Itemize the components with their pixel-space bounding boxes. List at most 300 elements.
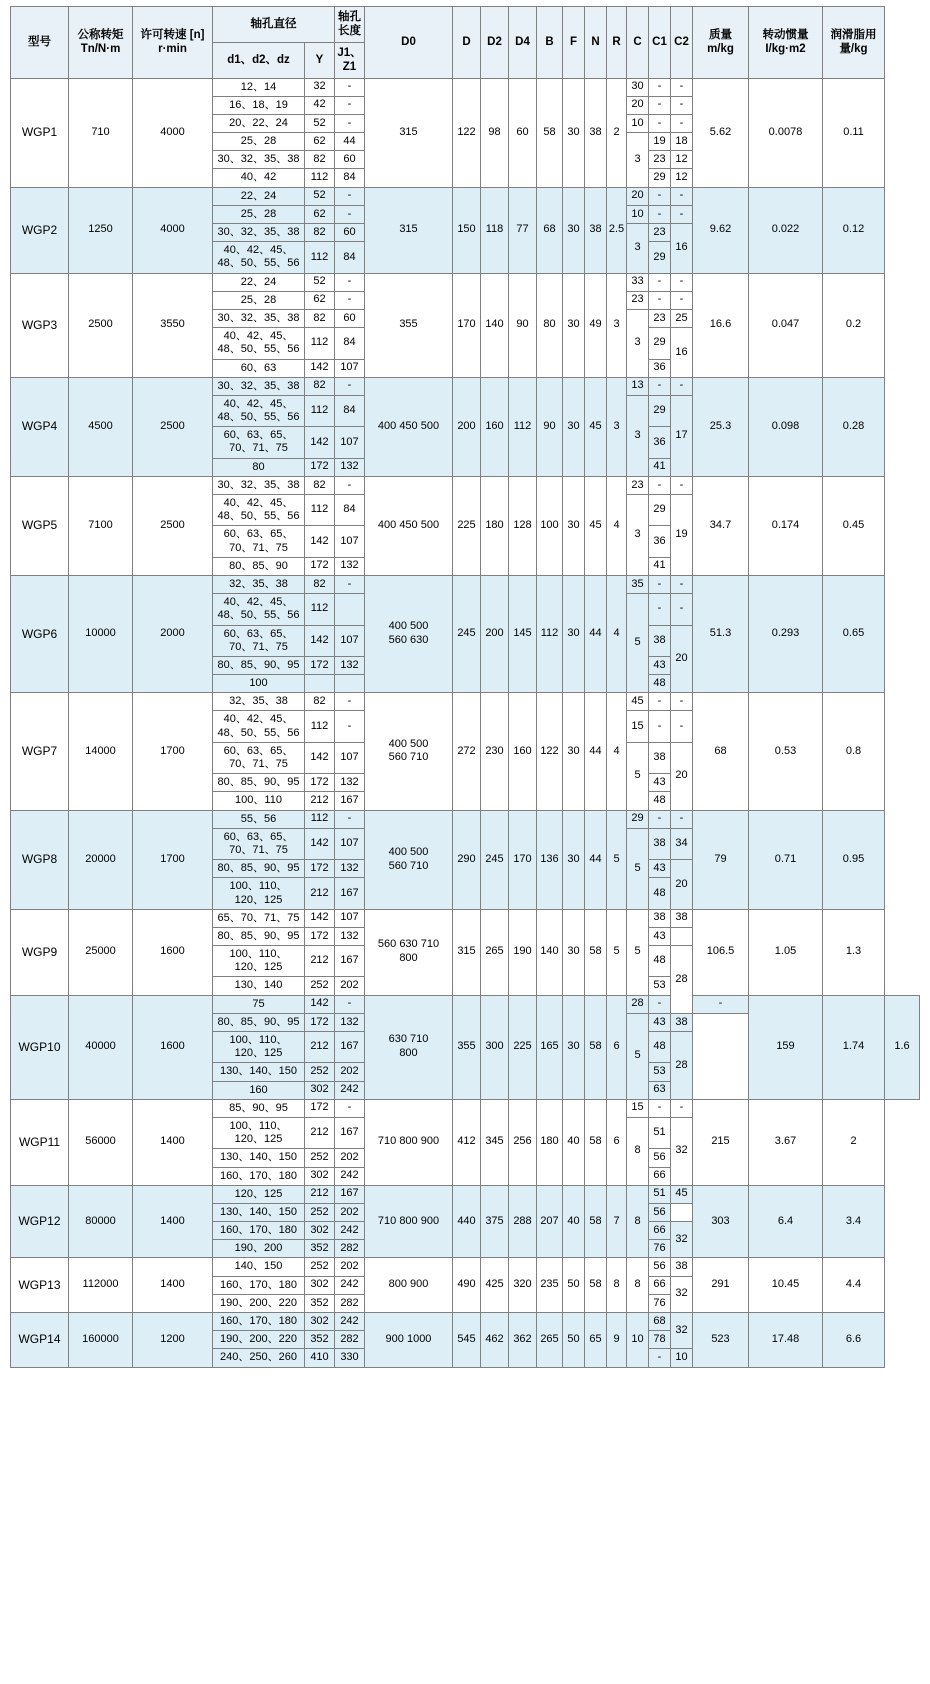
cell-lubricant: 3.4	[823, 1185, 885, 1258]
cell-bore-diameter: 80、85、90、95	[213, 860, 305, 878]
cell-length-j1z1: -	[335, 273, 365, 291]
header-B: B	[537, 7, 563, 79]
cell-length-y: 302	[305, 1167, 335, 1185]
table-row	[11, 1099, 920, 1117]
cell-B: 265	[537, 1313, 563, 1368]
cell-bore-diameter: 16、18、19	[213, 96, 305, 114]
cell-inertia: 17.48	[749, 1313, 823, 1368]
cell-length-j1z1: -	[335, 114, 365, 132]
cell-C2: -	[671, 377, 693, 395]
cell-C2: -	[671, 291, 693, 309]
cell-bore-diameter: 80、85、90、95	[213, 656, 305, 674]
cell-length-y: 172	[305, 1013, 335, 1031]
cell-C2: -	[671, 476, 693, 494]
cell-B: 235	[537, 1258, 563, 1313]
cell-bore-diameter: 160、170、180	[213, 1313, 305, 1331]
cell-D4: 60	[509, 78, 537, 187]
cell-C: 33	[627, 273, 649, 291]
cell-length-j1z1: 132	[335, 1013, 365, 1031]
cell-C2: 32	[671, 1117, 693, 1185]
cell-length-y: 212	[305, 878, 335, 909]
cell-R: 4	[607, 575, 627, 692]
cell-C2: 12	[671, 169, 693, 187]
cell-bore-diameter: 40、42、45、48、50、55、56	[213, 594, 305, 625]
cell-mass: 159	[749, 995, 823, 1099]
cell-length-y: 212	[305, 1117, 335, 1148]
cell-length-j1z1: 132	[335, 656, 365, 674]
cell-D2: 140	[481, 273, 509, 377]
cell-torque: 56000	[69, 1099, 133, 1185]
cell-D: 440	[453, 1185, 481, 1258]
cell-N: 44	[585, 575, 607, 692]
cell-C1: -	[649, 291, 671, 309]
cell-length-j1z1: -	[335, 78, 365, 96]
cell-D: 245	[453, 575, 481, 692]
cell-inertia: 1.74	[823, 995, 885, 1099]
cell-C1: 29	[649, 242, 671, 273]
cell-length-j1z1: 167	[335, 1117, 365, 1148]
cell-C1: 51	[649, 1185, 671, 1203]
cell-length-j1z1: 282	[335, 1331, 365, 1349]
table-row	[11, 1258, 920, 1276]
cell-C1: 66	[649, 1167, 671, 1185]
cell-bore-diameter: 80、85、90、95	[213, 1013, 305, 1031]
cell-C1: 43	[649, 860, 671, 878]
cell-C1: -	[649, 78, 671, 96]
cell-mass: 25.3	[693, 377, 749, 476]
cell-D: 122	[453, 78, 481, 187]
cell-mass: 79	[693, 810, 749, 909]
cell-N: 58	[585, 1258, 607, 1313]
cell-length-y: 52	[305, 114, 335, 132]
cell-bore-diameter: 160、170、180	[213, 1167, 305, 1185]
cell-lubricant: 0.8	[823, 693, 885, 810]
cell-C2: 16	[671, 328, 693, 378]
cell-R: 2.5	[607, 187, 627, 273]
cell-R: 3	[607, 273, 627, 377]
cell-model: WGP9	[11, 909, 69, 995]
cell-d0: 900 1000	[365, 1313, 453, 1368]
table-row	[11, 575, 920, 593]
cell-length-y: 352	[305, 1240, 335, 1258]
cell-bore-diameter: 65、70、71、75	[213, 909, 305, 927]
cell-length-j1z1: -	[335, 711, 365, 742]
cell-length-j1z1: 242	[335, 1276, 365, 1294]
cell-length-j1z1: -	[335, 995, 365, 1013]
cell-length-j1z1: 167	[335, 878, 365, 909]
cell-length-j1z1: 167	[335, 792, 365, 810]
cell-torque: 1250	[69, 187, 133, 273]
cell-mass: 51.3	[693, 575, 749, 692]
cell-B: 100	[537, 476, 563, 575]
cell-C: 5	[627, 594, 649, 693]
cell-d0: 315	[365, 187, 453, 273]
cell-D2: 118	[481, 187, 509, 273]
cell-length-y: 112	[305, 169, 335, 187]
cell-D: 290	[453, 810, 481, 909]
cell-torque: 7100	[69, 476, 133, 575]
cell-B: 112	[537, 575, 563, 692]
cell-C2: -	[671, 594, 693, 625]
cell-R: 4	[607, 476, 627, 575]
cell-torque: 25000	[69, 909, 133, 995]
cell-lubricant: 6.6	[823, 1313, 885, 1368]
cell-C2: -	[671, 78, 693, 96]
table-row	[11, 187, 920, 205]
cell-length-y: 352	[305, 1331, 335, 1349]
cell-speed: 1200	[133, 1313, 213, 1368]
cell-torque: 4500	[69, 377, 133, 476]
cell-C1: 48	[649, 946, 671, 977]
cell-length-j1z1: 282	[335, 1294, 365, 1312]
cell-bore-diameter: 190、200	[213, 1240, 305, 1258]
cell-D: 490	[453, 1258, 481, 1313]
cell-length-y: 212	[305, 946, 335, 977]
cell-d0: 710 800 900	[365, 1185, 453, 1258]
cell-inertia: 0.293	[749, 575, 823, 692]
cell-bore-diameter: 30、32、35、38	[213, 309, 305, 327]
cell-R: 9	[607, 1313, 627, 1368]
cell-model: WGP10	[11, 995, 69, 1099]
cell-bore-diameter: 22、24	[213, 187, 305, 205]
cell-lubricant: 0.65	[823, 575, 885, 692]
cell-C1: -	[649, 995, 671, 1013]
cell-C2: 45	[671, 1185, 693, 1203]
cell-torque: 160000	[69, 1313, 133, 1368]
cell-F: 50	[563, 1258, 585, 1313]
cell-length-y: 82	[305, 309, 335, 327]
cell-bore-diameter: 25、28	[213, 133, 305, 151]
cell-inertia: 0.047	[749, 273, 823, 377]
cell-C1: -	[649, 594, 671, 625]
header-model: 型号	[11, 7, 69, 79]
cell-D4: 362	[509, 1313, 537, 1368]
cell-bore-diameter: 75	[213, 995, 305, 1013]
cell-C2: 28	[671, 946, 693, 1014]
cell-bore-diameter: 12、14	[213, 78, 305, 96]
cell-bore-diameter: 55、56	[213, 810, 305, 828]
cell-length-j1z1: -	[335, 291, 365, 309]
cell-d0: 400 500 560 710	[365, 693, 453, 810]
cell-bore-diameter: 25、28	[213, 291, 305, 309]
cell-length-y: 62	[305, 205, 335, 223]
cell-inertia: 6.4	[749, 1185, 823, 1258]
cell-C: 29	[627, 810, 649, 828]
cell-B: 140	[537, 909, 563, 995]
cell-lubricant: 0.28	[823, 377, 885, 476]
cell-length-j1z1: 107	[335, 742, 365, 773]
cell-N: 45	[585, 476, 607, 575]
cell-C1: 23	[649, 309, 671, 327]
cell-model: WGP6	[11, 575, 69, 692]
cell-R: 6	[607, 995, 627, 1099]
cell-C2: 18	[671, 133, 693, 151]
cell-R: 8	[607, 1258, 627, 1313]
cell-R: 5	[607, 810, 627, 909]
cell-B: 90	[537, 377, 563, 476]
cell-length-y: 410	[305, 1349, 335, 1367]
cell-F: 30	[563, 273, 585, 377]
cell-length-j1z1: 132	[335, 927, 365, 945]
cell-D4: 256	[509, 1099, 537, 1185]
cell-inertia: 0.022	[749, 187, 823, 273]
cell-lubricant: 0.95	[823, 810, 885, 909]
cell-bore-diameter: 160、170、180	[213, 1222, 305, 1240]
cell-length-j1z1: -	[335, 1099, 365, 1117]
cell-C: 10	[627, 1313, 649, 1368]
cell-length-j1z1: 84	[335, 242, 365, 273]
cell-C2: 38	[671, 1258, 693, 1276]
cell-length-y: 142	[305, 359, 335, 377]
cell-C: 15	[627, 711, 649, 742]
cell-d0: 315	[365, 78, 453, 187]
cell-C2: 16	[671, 224, 693, 274]
cell-length-j1z1: -	[335, 810, 365, 828]
cell-C1: -	[649, 205, 671, 223]
cell-C1: 66	[649, 1222, 671, 1240]
cell-D4: 112	[509, 377, 537, 476]
cell-d0: 400 450 500	[365, 377, 453, 476]
cell-torque: 112000	[69, 1258, 133, 1313]
cell-length-y: 112	[305, 328, 335, 359]
cell-N: 65	[585, 1313, 607, 1368]
cell-model: WGP14	[11, 1313, 69, 1368]
cell-bore-diameter: 130、140、150	[213, 1063, 305, 1081]
cell-C2: -	[693, 995, 749, 1013]
cell-bore-diameter: 40、42、45、48、50、55、56	[213, 711, 305, 742]
cell-length-y: 172	[305, 458, 335, 476]
cell-bore-diameter: 80、85、90	[213, 557, 305, 575]
cell-model: WGP7	[11, 693, 69, 810]
cell-length-y: 82	[305, 693, 335, 711]
cell-length-j1z1: 107	[335, 526, 365, 557]
cell-bore-diameter: 60、63、65、70、71、75	[213, 625, 305, 656]
cell-D: 355	[453, 995, 481, 1099]
cell-length-j1z1: 202	[335, 1258, 365, 1276]
cell-length-y: 52	[305, 273, 335, 291]
cell-C2: 25	[671, 309, 693, 327]
cell-C: 23	[627, 476, 649, 494]
cell-bore-diameter: 30、32、35、38	[213, 224, 305, 242]
cell-length-y: 252	[305, 1258, 335, 1276]
cell-D: 200	[453, 377, 481, 476]
header-D: D	[453, 7, 481, 79]
cell-bore-diameter: 100、110、120、125	[213, 878, 305, 909]
cell-torque: 10000	[69, 575, 133, 692]
cell-mass: 106.5	[693, 909, 749, 995]
cell-length-j1z1: 167	[335, 946, 365, 977]
cell-speed: 2500	[133, 476, 213, 575]
cell-bore-diameter: 120、125	[213, 1185, 305, 1203]
cell-C: 15	[627, 1099, 649, 1117]
cell-C1: 41	[649, 458, 671, 476]
cell-B: 68	[537, 187, 563, 273]
cell-length-j1z1: 330	[335, 1349, 365, 1367]
cell-D: 170	[453, 273, 481, 377]
cell-D: 315	[453, 909, 481, 995]
cell-bore-diameter: 100	[213, 675, 305, 693]
cell-C1: 38	[649, 828, 671, 859]
cell-C1: 51	[649, 1117, 671, 1148]
cell-C: 35	[627, 575, 649, 593]
header-lubricant: 润滑脂用 量/kg	[823, 7, 885, 79]
cell-speed: 2500	[133, 377, 213, 476]
cell-d0: 800 900	[365, 1258, 453, 1313]
cell-C: 23	[627, 291, 649, 309]
cell-length-j1z1: 242	[335, 1222, 365, 1240]
cell-N: 58	[585, 1099, 607, 1185]
cell-C1: -	[649, 476, 671, 494]
cell-F: 30	[563, 810, 585, 909]
cell-N: 58	[585, 1185, 607, 1258]
header-N: N	[585, 7, 607, 79]
cell-D2: 200	[481, 575, 509, 692]
cell-length-y: 172	[305, 927, 335, 945]
cell-length-j1z1: 167	[335, 1032, 365, 1063]
cell-mass: 34.7	[693, 476, 749, 575]
cell-length-y: 302	[305, 1222, 335, 1240]
cell-length-j1z1: 202	[335, 977, 365, 995]
cell-mass: 16.6	[693, 273, 749, 377]
cell-F: 30	[563, 187, 585, 273]
cell-bore-diameter: 25、28	[213, 205, 305, 223]
cell-torque: 14000	[69, 693, 133, 810]
cell-D2: 160	[481, 377, 509, 476]
cell-inertia: 0.098	[749, 377, 823, 476]
cell-C1: 66	[649, 1276, 671, 1294]
cell-length-j1z1: 84	[335, 395, 365, 426]
header-torque: 公称转矩 Tn/N·m	[69, 7, 133, 79]
cell-bore-diameter: 40、42	[213, 169, 305, 187]
cell-C2: 17	[671, 395, 693, 476]
cell-F: 30	[563, 575, 585, 692]
cell-C: 45	[627, 693, 649, 711]
cell-C2: -	[671, 711, 693, 742]
cell-D4: 288	[509, 1185, 537, 1258]
cell-B: 165	[537, 995, 563, 1099]
cell-C: 3	[627, 395, 649, 476]
cell-torque: 2500	[69, 273, 133, 377]
cell-length-y: 112	[305, 395, 335, 426]
cell-model: WGP2	[11, 187, 69, 273]
cell-C2: -	[671, 575, 693, 593]
cell-D4: 225	[509, 995, 537, 1099]
cell-D4: 145	[509, 575, 537, 692]
cell-F: 30	[563, 78, 585, 187]
cell-R: 7	[607, 1185, 627, 1258]
cell-D4: 77	[509, 187, 537, 273]
cell-C1: 48	[649, 792, 671, 810]
cell-F: 40	[563, 1099, 585, 1185]
cell-F: 30	[563, 476, 585, 575]
cell-length-j1z1: 107	[335, 828, 365, 859]
cell-B: 207	[537, 1185, 563, 1258]
cell-length-j1z1: 107	[335, 427, 365, 458]
cell-D2: 375	[481, 1185, 509, 1258]
cell-F: 40	[563, 1185, 585, 1258]
cell-C1: -	[649, 1349, 671, 1367]
cell-length-j1z1: 107	[335, 625, 365, 656]
cell-C1: -	[649, 711, 671, 742]
cell-torque: 20000	[69, 810, 133, 909]
cell-length-j1z1: -	[335, 693, 365, 711]
cell-length-y: 142	[305, 526, 335, 557]
cell-N: 44	[585, 693, 607, 810]
cell-C2: 20	[671, 742, 693, 810]
cell-d0: 400 450 500	[365, 476, 453, 575]
cell-speed: 1400	[133, 1258, 213, 1313]
cell-C: 5	[627, 742, 649, 810]
cell-length-j1z1: 84	[335, 495, 365, 526]
cell-C2: -	[671, 273, 693, 291]
header-length-Y: Y	[305, 42, 335, 78]
cell-length-y: 212	[305, 792, 335, 810]
cell-length-j1z1: 107	[335, 909, 365, 927]
cell-inertia: 10.45	[749, 1258, 823, 1313]
cell-length-y: 142	[305, 909, 335, 927]
cell-mass: 215	[693, 1099, 749, 1185]
cell-C2: -	[671, 114, 693, 132]
cell-C1: -	[649, 1099, 671, 1117]
cell-B: 80	[537, 273, 563, 377]
cell-C1: -	[649, 810, 671, 828]
cell-C1: 29	[649, 395, 671, 426]
cell-speed: 1600	[133, 909, 213, 995]
cell-C: 8	[627, 1117, 649, 1185]
table-row	[11, 377, 920, 395]
cell-bore-diameter: 20、22、24	[213, 114, 305, 132]
cell-model: WGP8	[11, 810, 69, 909]
cell-length-j1z1: 202	[335, 1149, 365, 1167]
cell-lubricant: 1.6	[885, 995, 920, 1099]
cell-R: 3	[607, 377, 627, 476]
cell-speed: 1700	[133, 810, 213, 909]
cell-length-y: 302	[305, 1081, 335, 1099]
cell-length-j1z1: 60	[335, 309, 365, 327]
cell-length-y: 302	[305, 1313, 335, 1331]
cell-C1: 36	[649, 359, 671, 377]
cell-D2: 180	[481, 476, 509, 575]
cell-C1: 29	[649, 328, 671, 359]
cell-length-y: 82	[305, 377, 335, 395]
header-D4: D4	[509, 7, 537, 79]
table-body	[11, 78, 920, 1367]
cell-length-j1z1	[335, 594, 365, 625]
cell-model: WGP5	[11, 476, 69, 575]
table-row	[11, 909, 920, 927]
cell-bore-diameter: 80	[213, 458, 305, 476]
cell-inertia: 3.67	[749, 1099, 823, 1185]
cell-N: 49	[585, 273, 607, 377]
cell-lubricant: 0.2	[823, 273, 885, 377]
cell-speed: 3550	[133, 273, 213, 377]
cell-length-j1z1: 202	[335, 1203, 365, 1221]
cell-length-y: 142	[305, 427, 335, 458]
cell-length-y: 112	[305, 810, 335, 828]
cell-length-y: 62	[305, 291, 335, 309]
cell-d0: 710 800 900	[365, 1099, 453, 1185]
cell-length-j1z1: 84	[335, 328, 365, 359]
cell-C1: -	[649, 114, 671, 132]
cell-C2: 34	[671, 828, 693, 859]
cell-length-j1z1: 60	[335, 151, 365, 169]
cell-length-j1z1: 132	[335, 860, 365, 878]
cell-length-y: 172	[305, 656, 335, 674]
cell-bore-diameter: 30、32、35、38	[213, 151, 305, 169]
cell-lubricant: 2	[823, 1099, 885, 1185]
cell-bore-diameter: 60、63、65、70、71、75	[213, 828, 305, 859]
cell-C2: 19	[671, 495, 693, 576]
